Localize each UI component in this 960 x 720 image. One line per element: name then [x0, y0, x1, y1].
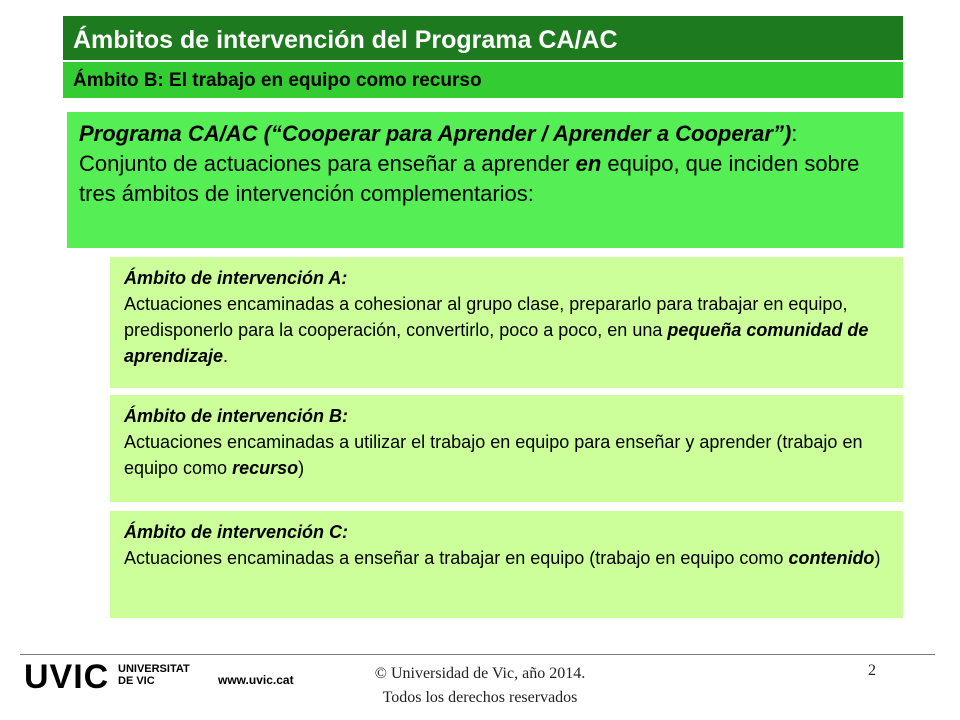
intro-heading: Programa CA/AC (“Cooperar para Aprender / Aprender a Cooperar”) — [79, 121, 792, 146]
slide-title: Ámbitos de intervención del Programa CA/AC — [63, 16, 903, 60]
ambito-a-body: Actuaciones encaminadas a cohesionar al grupo clase, prepararlo para trabajar en equipo, predisponerlo para la cooperación, convertirlo, poco a poco, en una pequeña comunidad de aprendizaje. — [124, 294, 869, 366]
uvic-logo-text: UNIVERSITAT DE VIC — [118, 663, 190, 687]
intro-box — [67, 112, 903, 248]
intro-body-post: equipo, que inciden sobre tres ámbitos de intervención complementarios: — [79, 151, 860, 206]
ambito-c-heading: Ámbito de intervención C: — [124, 522, 349, 542]
intro-body-emphasis: en — [575, 151, 602, 176]
copyright-notice: © Universidad de Vic, año 2014. Todos los derechos reservados — [374, 665, 586, 706]
slide-subtitle: Ámbito B: El trabajo en equipo como recurso — [63, 62, 903, 98]
ambito-b-heading: Ámbito de intervención B: — [124, 406, 349, 426]
intro-body-pre: Conjunto de actuaciones para enseñar a aprender — [79, 151, 576, 176]
website-link[interactable]: www.uvic.cat — [218, 673, 294, 687]
ambito-a-box — [110, 257, 903, 388]
ambito-c-box — [110, 511, 903, 618]
ambito-b-emphasis: recurso — [232, 458, 299, 478]
ambito-a-heading: Ámbito de intervención A: — [124, 268, 348, 288]
ambito-c-emphasis: contenido — [788, 548, 875, 568]
page-number: 2 — [868, 662, 876, 679]
ambito-c-body: Actuaciones encaminadas a enseñar a trabajar en equipo (trabajo en equipo como contenido) — [124, 548, 881, 568]
uvic-logo: UVIC — [24, 658, 110, 696]
ambito-b-body: Actuaciones encaminadas a utilizar el trabajo en equipo para enseñar y aprender (trabajo en equipo como recurso) — [124, 432, 863, 478]
ambito-a-emphasis: pequeña comunidad de aprendizaje — [124, 320, 869, 366]
ambito-b-box — [110, 395, 903, 502]
footer-divider — [20, 654, 935, 655]
intro-heading-suffix: : — [791, 121, 798, 146]
